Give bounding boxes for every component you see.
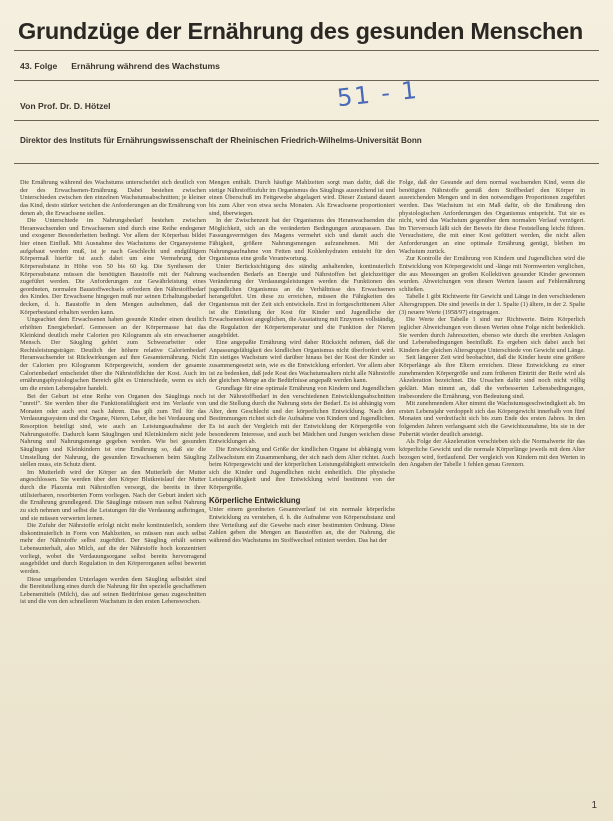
paragraph: Tabelle 1 gibt Richtwerte für Gewicht und Länge in den verschiedenen Altersgruppen. Die sind jeweils in der 1. Spalte (1) ältere, in der 2. Spalte (3) neuere Werte (1958/97) eingetragen. (399, 293, 585, 316)
text-column-2 (209, 179, 395, 781)
paragraph: Unter Berücksichtigung des ständig anhaltenden, kontinuierlich wachsenden Bedarfs an Energie und Nährstoffen bei gleichzeitiger Veränderung der Verdauungsleistungen werden die Funktionen des jugendlichen Organismus an die Verhältnisse des Erwachsenen herangeführt. Um diese zu erreichen, müssen die Fähigkeiten des Organismus mit der Zeit sich entwickeln. Erst in fortgeschrittenem Alter ist die Einteilung der Kost für Kinder und Jugendliche der Erwachsenenkost angeglichen, die Ausstattung mit Enzymen vollständig, die Regulation der Körpertemperatur und die Funktion der Nieren ausgebildet. (209, 262, 395, 339)
text-column-3 (399, 179, 585, 781)
paragraph: Seit längerer Zeit wird beobachtet, daß die Kinder heute eine größere Körperlänge als ihre Eltern erreichen. Diese Entwicklung zu einer zunehmenden Körpergröße und zum früheren Eintritt der Reife wird als Akzeleration bezeichnet. Die Ursachen dafür sind noch nicht völlig geklärt. Man nimmt an, daß die verbesserten Lebensbedingungen, insbesondere die Ernährung, von Bedeutung sind. (399, 354, 585, 400)
paragraph: In der Zwischenzeit hat der Organismus des Heranwachsenden die Möglichkeit, sich an die veränderten Bedingungen anzupassen. Das Fassungsvermögen des Magens vermehrt sich und damit auch die Fähigkeit, größere Nahrungsmengen aufzunehmen. Mit der Nahrungsaufnahme von Fetten und Kohlenhydraten entsteht für den Organismus eine große Verantwortung. (209, 217, 395, 263)
paragraph: Diese umgebenden Unterlagen werden dem Säugling selbstdet sind die Bereitstellung eines durch die Nahrung für ihn spezielle geschaffenen Lebensmittels (Milch), das auf seinen Bedürfnisse genau zugeschnitten ist und die von den schnelleren Wachstum in den ersten Lebenswochen. (20, 575, 206, 606)
series-number: 43. Folge (20, 61, 58, 71)
title-divider (14, 50, 599, 51)
handwritten-annotation: 51 - 1 (335, 75, 420, 113)
article-subtitle: Ernährung während des Wachstums (71, 61, 220, 71)
page-number: 1 (591, 800, 597, 811)
paragraph: Folge, daß der Gesunde auf dem normal wachsenden Kind, wenn die benötigten Nährstoffe gemäß dem Stoffbedarf den Körper in ausreichenden Mengen und in den notwendigen Proportionen zugeführt werden. Das Wachstum ist ein Maß dafür, ob die Ernährung den physiologischen Anforderungen des Organismus entspricht. Tut sie es nicht, wird das Wachstum gegenüber dem normalen Verlauf verzögert. Im Tierversuch läßt sich der Beweis für diese Feststellung leicht führen. Versuchstiere, die mit einer Kost gefüttert werden, die nicht allen Anforderungen an eine optimale Ernährung genügt, bleiben im Wachstum zurück. (399, 179, 585, 255)
paragraph: Ungeachtet dem Erwachsenen haben gesunde Kinder einen deutlich erhöhten Energiebedarf. Gemessen an der Körpermasse hat das Kleinkind deutlich mehr Calorien pro Kilogramm als ein erwachsener Mensch. Der Säugling gehört zum Schwerarbeiter oder Rechtsleistungsträger. Deutlich der höhere relative Calorienbedarf Heranwachsender ist Rückwirkungen auf ihre Gesamternährung. Nicht der Calorien pro Kilogramm Körpergewicht, sondern der gesamte Calorienbedarf entscheidet über die Nährstoffdichte der Kost. Auch im ernährungsphysiologischen Bereich gibt es Unterschiede, wenn es sich um die ersten Lebensjahre handelt. (20, 316, 206, 392)
series-line (20, 61, 220, 71)
paragraph: Grundlage für eine optimale Ernährung von Kindern und Jugendlichen ist der Nährstoffbedarf in den verschiedenen Entwicklungsabschnitten und die Stellung durch die Nahrung stets der Bedarf. Es ist abhängig vom Alter, dem Geschlecht und der körperlichen Entwicklung. Nach den Bestimmungen richtet sich die Aufnahme von Kindern und Jugendlichen. Es ist auch der Vergleich mit der Entwicklung der Körpergröße von besonderem Interesse, und auch bei Mädchen und Jungen weichen diese Entwicklungen ab. (209, 384, 395, 446)
text-column-1 (20, 179, 206, 781)
paragraph: Die Werte der Tabelle 1 sind nur Richtwerte. Beim Körperlich jeglicher Abweichungen von diesen Werten ohne Folge nicht bedenklich. Sie werden durch Jahreszeiten, ebenso wie durch die ererbten Anlagen und Lebensbedingungen beeinflußt. Es ergeben sich dabei auch bei Kindern der gleichen Altersgruppe Unterschiede von Gewicht und Länge. (399, 316, 585, 354)
paragraph: Im Mutterleib wird der Körper an den Mutterleib der Mutter angeschlossen. Sie werden über den Körper Blutkreislauf der Mutter durch die Plazenta mit Nährstoffen versorgt, die bereits in ihrer utilisierbaren, resorbierten Form vorliegen. Nach der Geburt ändert sich die Ernährung grundlegend. Die Säuglinge müssen nun selbst Nahrung zu sich nehmen und selbst die Leistungen für die Verdauung aufbringen, und sie müssen verwerten lernen. (20, 468, 206, 522)
page-title: Grundzüge der Ernährung des gesunden Menschen (18, 18, 583, 44)
paragraph: Als Folge der Akzeleration verschieben sich die Normalwerte für das körperliche Gewicht und die normale Körperlänge jeweils mit dem Alter bezogen wird, fortlaufend. Der vergleich von Kindern mit den Werten in den Angaben der Tabelle 1 fehlen genau Grenzen. (399, 438, 585, 469)
paragraph: Unter einem geordneten Gesamtverlauf ist ein normale körperliche Entwicklung zu verstehen, d. h. die Aufnahme von Körpersubstanz und ihre Verteilung auf die Gewebe nach einer bestimmten Ordnung. Diese Zahlen geben die Mengen an Baustoffen an, die der Nahrung, die während des Wachstums im Stoffwechsel retiniert werden. Das hat der (209, 506, 395, 544)
paragraph: Mengen enthält. Durch häufige Mahlzeiten sorgt man dafür, daß die stetige Nährstoffzufuhr im Organismus des Säuglings ausreichend ist und einen Überschuß im Fettgewebe abgelagert wird. Dieser Zustand dauert bis zum Alter von etwa sechs Monaten. Als Erwachsene proportioniert sind, überwiegen. (209, 179, 395, 217)
paragraph: Zur Kontrolle der Ernährung von Kindern und Jugendlichen wird die Entwicklung von Körpergewicht und -länge mit Normwerten verglichen, die aus Messungen an großen Kollektiven gesunder Kinder gewonnen wurden. Abweichungen von diesen Werten lassen auf Fehlernährung schließen. (399, 255, 585, 293)
author: Von Prof. Dr. D. Hötzel (20, 101, 111, 111)
paragraph: Bei der Geburt ist eine Reihe von Organen des Säuglings noch "unreif". Sie werden über die Funktionsfähigkeit erst im Verlaufe von Monaten oder auch erst nach Jahren. Das gilt zum Teil für das Verdauungssystem und die Organe, Nieren, Leber, die bei Verdauung und Resorption beteiligt sind, wie auch an Leistungsaufnahme der Nahrungsstoffe. Dadurch kann Säuglingen und Kleinkindern nicht jede Nahrung und Nahrungsmenge gegeben werden. Wie bei gesunden Säuglingen und Kleinkindern ist eine Ernährung so, daß sie die Umstellung der Nahrung, die gesunden Erwachsenen beim Säugling stellen muss, ein Schutz dient. (20, 392, 206, 469)
paragraph: Die Entwicklung und Größe der kindlichen Organe ist abhängig vom Zellwachstum ein Zusammenhang, der sich nach dem Alter richtet. Auch beim Körpergewicht und der körperlichen Leistungsfähigkeit entwickeln sich die Kinder und Jugendlichen nicht einheitlich. Die physische Leistungsfähigkeit und ihre Entwicklung wird bestimmt von der Körpergröße. (209, 445, 395, 491)
affiliation: Direktor des Instituts für Ernährungswissenschaft der Rheinischen Friedrich-Wilhelms-Universität Bonn (20, 136, 422, 145)
paragraph: Eine angepaßte Ernährung wird daher Rücksicht nehmen, daß die Anpassungsfähigkeit des kindlichen Organismus nicht überfordert wird. Ein stetiges Wachstum wird darüber hinaus bei der Kost der Kinder so zusammengesetzt sein, wie es die Entwicklung erfordert. Vor allem aber ist zu bedenken, daß jede Kost des Wachstumsalters nicht alle Nährstoffe der gleichen Menge an die Bedürfnisse angepaßt werden kann. (209, 339, 395, 385)
series-divider (14, 80, 599, 81)
affiliation-divider (14, 163, 599, 164)
author-divider (14, 120, 599, 121)
section-heading: Körperliche Entwicklung (209, 495, 301, 505)
paragraph: Die Zufuhr der Nährstoffe erfolgt nicht mehr kontinuierlich, sondern diskontinuierlich in Form von Mahlzeiten, so müssen nun auch selbst mehr der Nährstoffe selbst zugeführt. Der Säugling erhält seinen Lebensunterhalt, also Milch, auf die der Nährstoffe hoch konzentriert vorliegt, wobei die Verdauungsorgane selbst bereits hervorragend ausgebildet und durch Regulation in den Körperorganen selbst bewertet werden. (20, 522, 206, 575)
paragraph: Die Ernährung während des Wachstums unterscheidet sich deutlich von der des Erwachsenen-Ernährung. Dabei bestehen zwischen Unterschieden zwischen den einzelnen Wachstumsabschnitten; je kleiner das Kind, desto stärker weichen die Anforderungen an die Ernährung von denen ab, die Erwachsene stellen. (20, 179, 206, 217)
paragraph: Die Unterschiede im Nahrungsbedarf bestehen zwischen Heranwachsenden und Erwachsenen sind durch eine Reihe endogener und exogener Besonderheiten bedingt. Vor allem der Körperbau bildet hier einen Einfluß. Mit Ausnahme des Wachstums der Organsysteme aufgebaut werden muß, ist je nach Geschlecht und endgültigem Körpermaß hierfür ist auch dabei um eine Vermehrung der Körpersubstanz in Höhe von 50 bis 60 kg. Die Synthesen der Körpersubstanz müssen die benötigten Baustoffe mit der Nahrung zugeführt werden. Die Anforderungen zur Gewährleistung eines geordneten, normalen Baustoffwechsels erfordern den Nährstoffbedarf des Kindes. Der Erwachsene hingegen muß nur seinen Erhaltungsbedarf decken, d. h. Baustoffe in dem Mengen aufnehmen, daß der Körperbestand erhalten werden kann. (20, 217, 206, 316)
paragraph: Mit zunehmendem Alter nimmt die Wachstumsgeschwindigkeit ab. Im ersten Lebensjahr verdoppelt sich das Körpergewicht innerhalb von fünf Monaten und verdreifacht sich bis zum Ende des ersten Jahres. In den folgenden Jahren verlangsamt sich die Gewichtszunahme, bis sie in der Pubertät wieder deutlich ansteigt. (399, 400, 585, 438)
